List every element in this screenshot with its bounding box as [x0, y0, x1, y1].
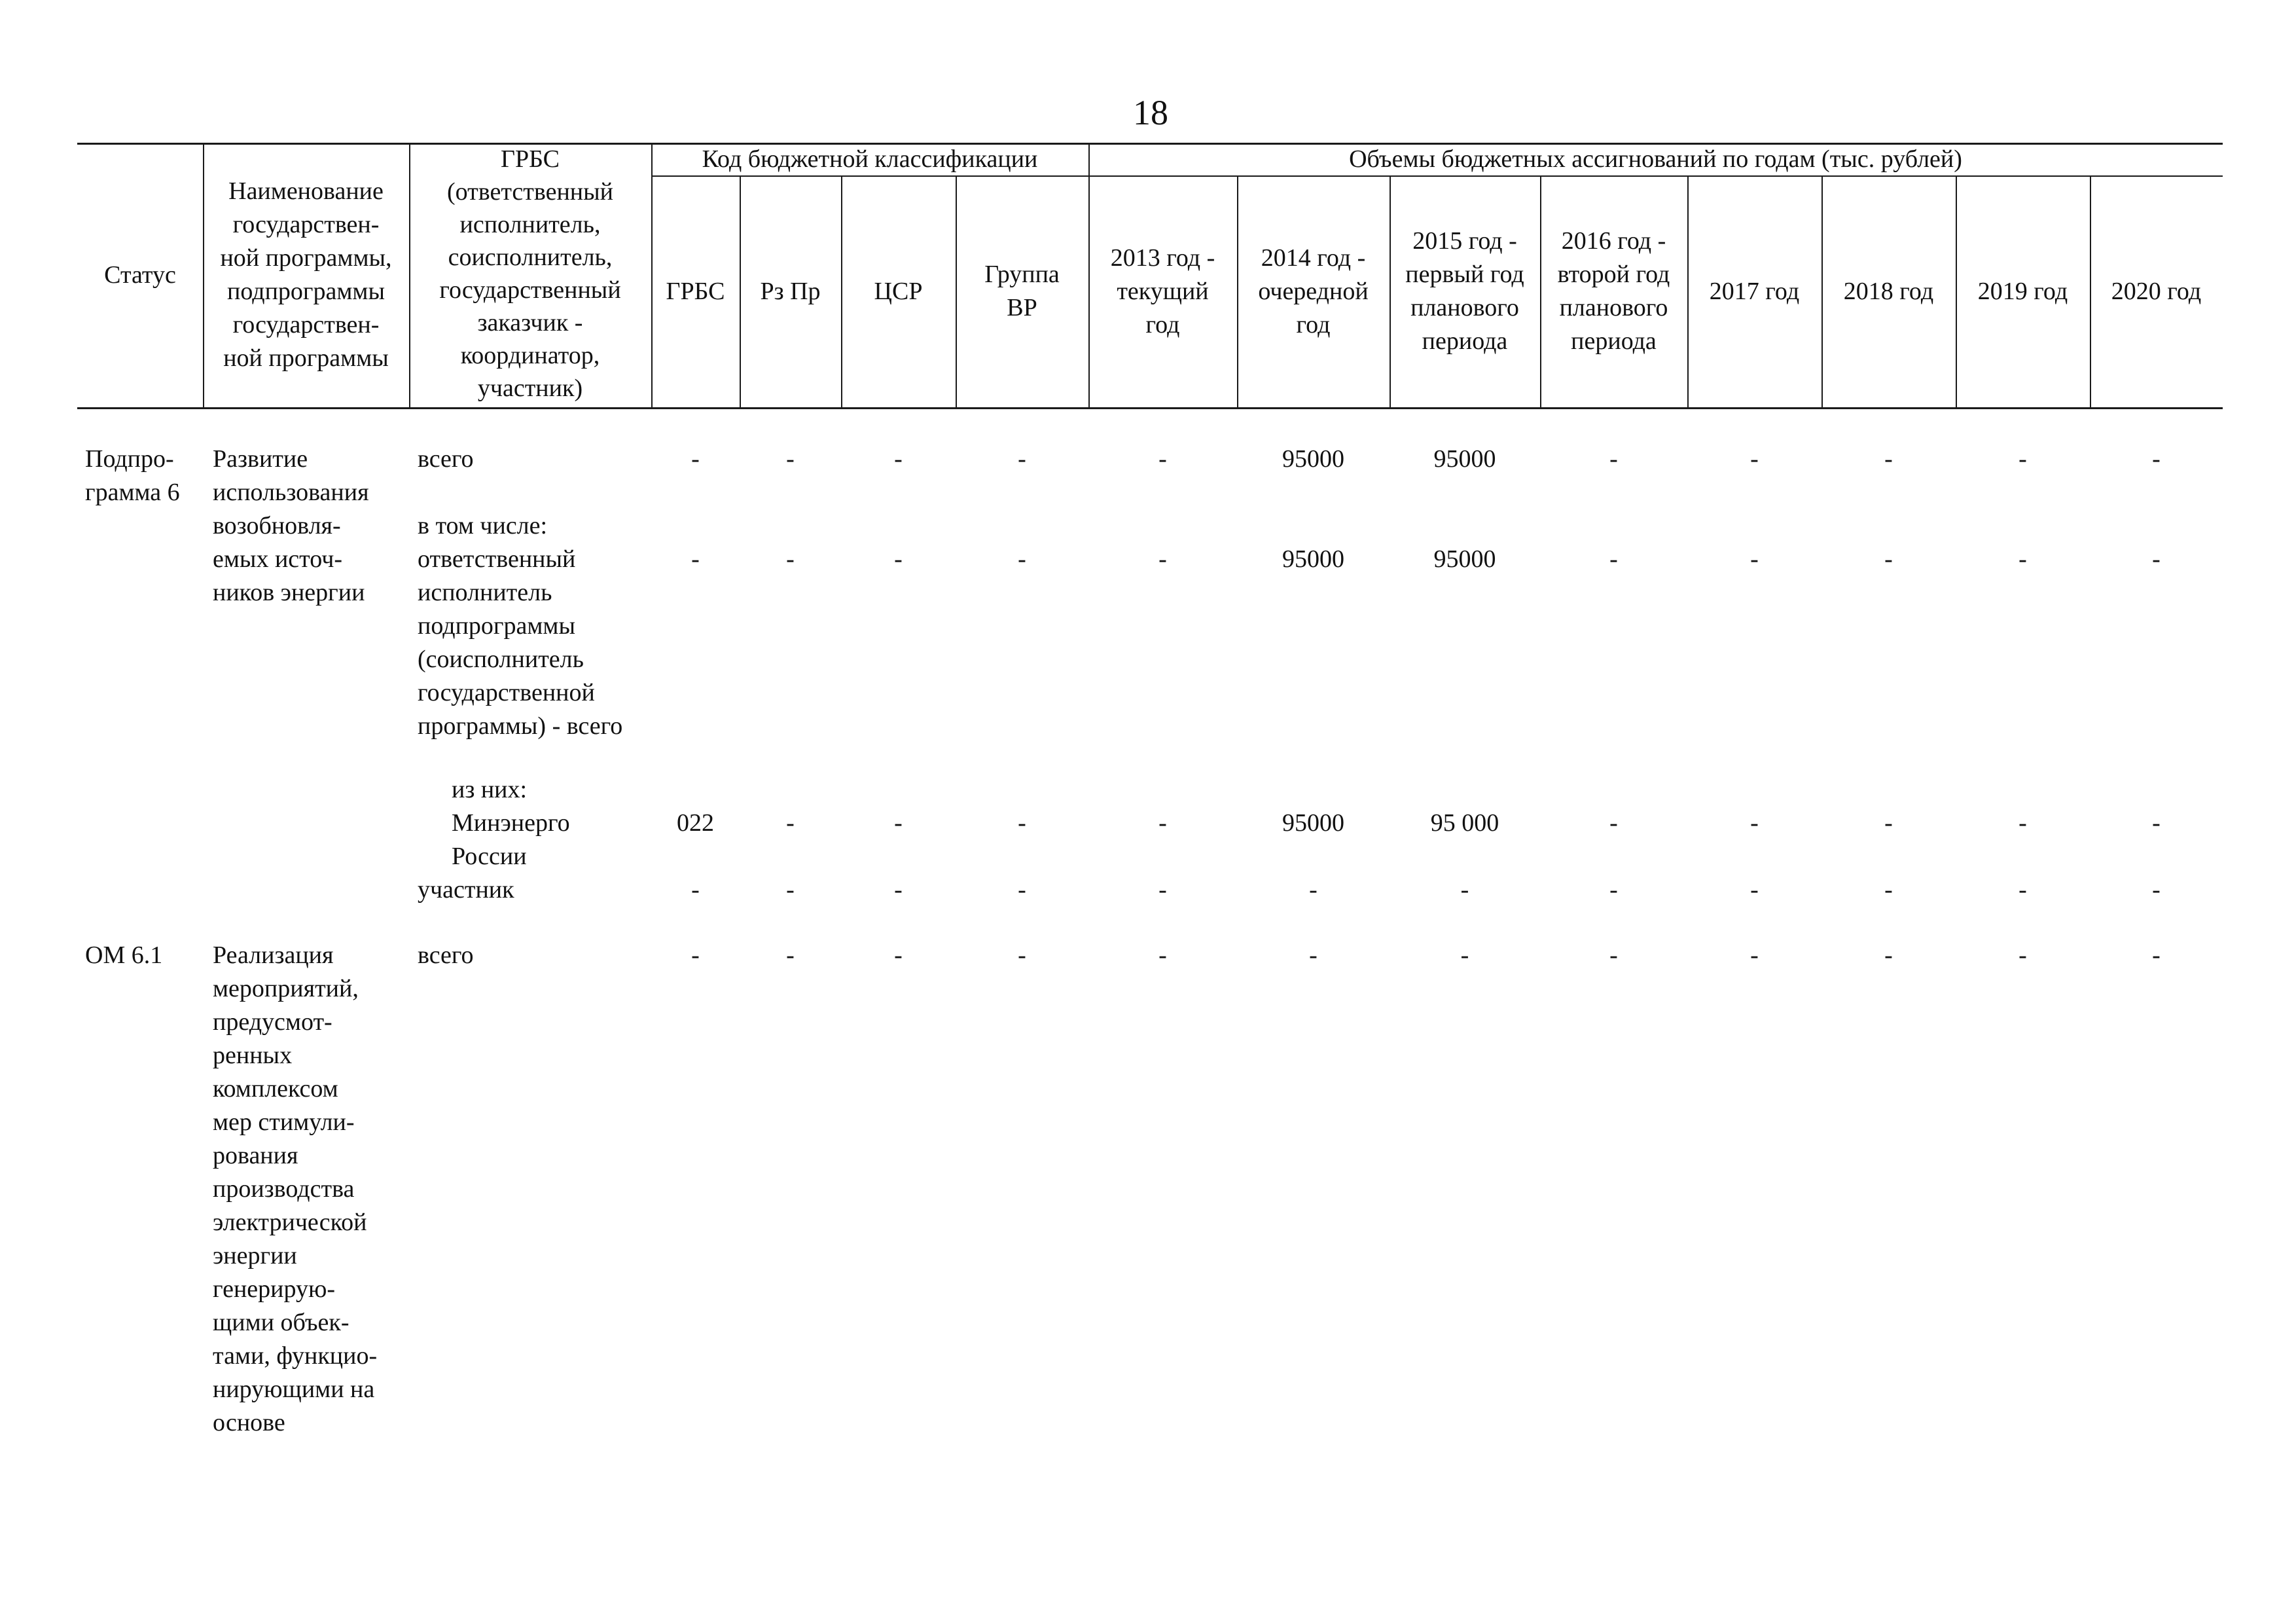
line-label: участник	[418, 876, 514, 903]
value-cell: -	[1750, 809, 1759, 837]
value-cell: -	[1018, 876, 1026, 903]
header-col-csr: ЦСР	[874, 277, 923, 305]
line-label: в том числе:	[418, 512, 548, 539]
value-cell: -	[1309, 876, 1318, 903]
value-cell: -	[1609, 876, 1618, 903]
header-program-name: Наименование государствен- ной программы, подпрограммы государствен- ной программы	[220, 177, 392, 372]
row-status: Подпро- грамма 6	[85, 445, 180, 506]
value-cell: -	[1460, 941, 1469, 969]
value-cell: -	[1309, 941, 1318, 969]
value-cell: -	[1884, 941, 1893, 969]
value-cell: -	[1884, 445, 1893, 473]
value-cell: 95000	[1433, 445, 1496, 473]
value-cell: -	[2152, 876, 2161, 903]
line-label: всего	[418, 941, 474, 969]
value-cell: -	[786, 941, 795, 969]
header-year-2016: 2016 год - второй год планового периода	[1557, 227, 1670, 355]
value-cell: -	[1750, 545, 1759, 573]
value-cell: -	[1018, 545, 1026, 573]
value-cell: 95000	[1433, 545, 1496, 573]
header-year-2015: 2015 год - первый год планового периода	[1405, 227, 1524, 355]
value-cell: -	[1158, 876, 1167, 903]
value-cell: -	[1460, 876, 1469, 903]
header-year-2013: 2013 год - текущий год	[1110, 244, 1215, 338]
value-cell: -	[894, 876, 903, 903]
value-cell: 95000	[1282, 545, 1344, 573]
value-cell: -	[2152, 809, 2161, 837]
value-cell: -	[1018, 809, 1026, 837]
value-cell: -	[1609, 445, 1618, 473]
value-cell: -	[894, 941, 903, 969]
value-cell: -	[1750, 876, 1759, 903]
value-cell: -	[2018, 445, 2027, 473]
value-cell: -	[786, 545, 795, 573]
value-cell: -	[1884, 876, 1893, 903]
value-cell: -	[1158, 545, 1167, 573]
row-status: ОМ 6.1	[85, 941, 163, 969]
value-cell: 95000	[1282, 809, 1344, 837]
line-label: из них:	[452, 776, 528, 803]
header-volumes-group: Объемы бюджетных ассигнований по годам (тыс. рублей)	[1349, 145, 1962, 173]
value-cell: -	[2018, 876, 2027, 903]
row-program-name: Развитие использования возобновля- емых источ- ников энергии	[213, 445, 369, 606]
value-cell: -	[1609, 809, 1618, 837]
header-bottom-border	[77, 407, 2223, 409]
value-cell: -	[691, 545, 700, 573]
value-cell: -	[2152, 445, 2161, 473]
header-col-rzpr: Рз Пр	[760, 277, 821, 305]
value-cell: -	[786, 876, 795, 903]
value-cell: 95 000	[1430, 809, 1499, 837]
row-program-name: Реализация мероприятий, предусмот- ренных комплексом мер стимули- рования производства электрической энергии генерирую- щими объек- тами, функцио- нирующими на основе	[213, 941, 378, 1436]
header-year-2020: 2020 год	[2111, 277, 2202, 305]
value-cell: -	[2018, 809, 2027, 837]
value-cell: -	[1884, 545, 1893, 573]
header-year-2017: 2017 год	[1709, 277, 1800, 305]
value-cell: 95000	[1282, 445, 1344, 473]
value-cell: -	[1750, 941, 1759, 969]
value-cell: -	[2152, 545, 2161, 573]
value-cell: -	[691, 941, 700, 969]
value-cell: -	[1018, 941, 1026, 969]
value-cell: -	[894, 545, 903, 573]
value-cell: -	[1158, 809, 1167, 837]
value-cell: -	[2152, 941, 2161, 969]
value-cell: -	[2018, 941, 2027, 969]
value-cell: 022	[677, 809, 714, 837]
value-cell: -	[894, 809, 903, 837]
value-cell: -	[1609, 941, 1618, 969]
header-year-2014: 2014 год - очередной год	[1258, 244, 1369, 338]
header-budget-code-group: Код бюджетной классификации	[702, 145, 1038, 173]
value-cell: -	[894, 445, 903, 473]
line-label: всего	[418, 445, 474, 473]
line-label: Минэнерго России	[452, 809, 570, 870]
value-cell: -	[1158, 445, 1167, 473]
header-grbs-executor: ГРБС (ответственный исполнитель, соисполнитель, государственный заказчик - координатор, участник)	[439, 145, 621, 402]
value-cell: -	[1884, 809, 1893, 837]
header-year-2018: 2018 год	[1843, 277, 1934, 305]
page-number: 18	[1133, 93, 1168, 132]
value-cell: -	[1750, 445, 1759, 473]
header-col-grbs: ГРБС	[666, 277, 725, 305]
value-cell: -	[1609, 545, 1618, 573]
header-year-2019: 2019 год	[1977, 277, 2068, 305]
value-cell: -	[786, 809, 795, 837]
value-cell: -	[691, 445, 700, 473]
value-cell: -	[1018, 445, 1026, 473]
value-cell: -	[691, 876, 700, 903]
line-label: ответственный исполнитель подпрограммы (соисполнитель государственной программы) - всего	[418, 545, 623, 740]
value-cell: -	[786, 445, 795, 473]
header-status: Статус	[104, 261, 176, 289]
header-col-vr-group: Группа ВР	[984, 261, 1060, 321]
value-cell: -	[1158, 941, 1167, 969]
value-cell: -	[2018, 545, 2027, 573]
